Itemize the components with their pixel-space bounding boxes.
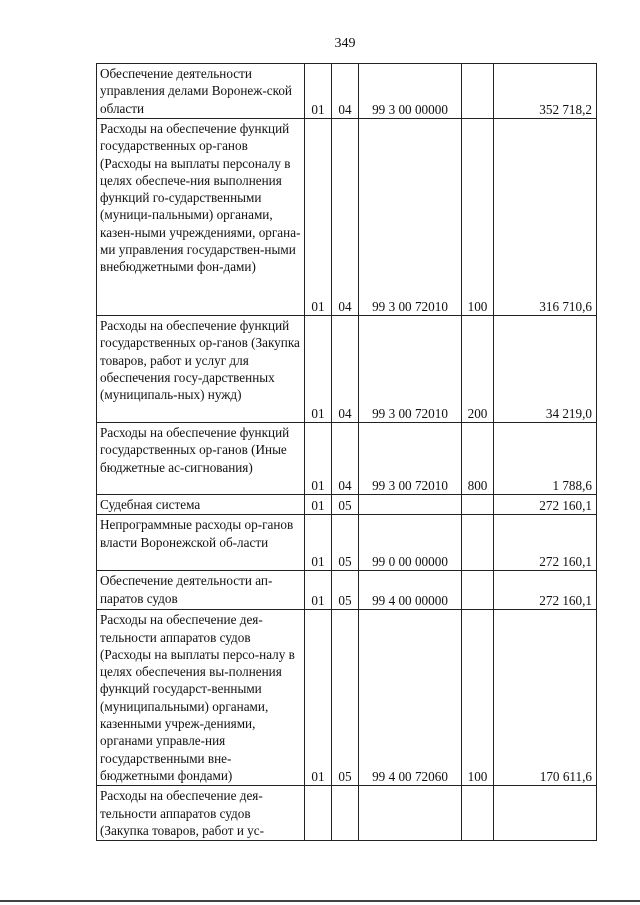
table-row [97,571,597,610]
row-expense-type [462,786,494,841]
table-row [97,495,597,515]
row-subsection: 04 [332,423,359,495]
row-target-article: 99 3 00 72010 [359,119,462,316]
row-target-article: 99 4 00 72060 [359,610,462,786]
row-name: Расходы на обеспечение функций государственных ор-ганов (Закупка товаров, работ и услуг для обеспечения госу-дарственных (муниципаль-ных) нужд) [97,316,305,423]
row-expense-type [462,571,494,610]
row-name: Обеспечение деятельности ап-паратов судов [97,571,305,610]
row-section: 01 [305,515,332,571]
row-name: Расходы на обеспечение функций государственных ор-ганов (Иные бюджетные ас-сигнования) [97,423,305,495]
row-expense-type [462,515,494,571]
row-subsection: 04 [332,119,359,316]
table-row [97,786,597,841]
row-target-article: 99 4 00 00000 [359,571,462,610]
row-section: 01 [305,423,332,495]
row-amount: 272 160,1 [494,515,597,571]
row-expense-type: 200 [462,316,494,423]
table-row [97,316,597,423]
row-section: 01 [305,495,332,515]
row-amount: 1 788,6 [494,423,597,495]
budget-table [96,63,597,841]
row-name: Расходы на обеспечение дея-тельности аппаратов судов (Расходы на выплаты персо-налу в целях обеспечения вы-полнения функций государст-венными (муниципальными) органами, казенными учреж-дениями, органами управле-ния государственными вне-бюджетными фондами) [97,610,305,786]
row-subsection: 04 [332,64,359,119]
row-target-article: 99 3 00 72010 [359,423,462,495]
table-row [97,610,597,786]
row-expense-type: 100 [462,119,494,316]
row-amount [494,786,597,841]
bottom-rule [0,900,640,902]
row-subsection: 05 [332,515,359,571]
row-expense-type [462,495,494,515]
row-name: Расходы на обеспечение дея-тельности аппаратов судов (Закупка товаров, работ и ус- [97,786,305,841]
table-row [97,64,597,119]
row-amount: 352 718,2 [494,64,597,119]
row-target-article: 99 0 00 00000 [359,515,462,571]
row-subsection: 05 [332,571,359,610]
row-expense-type: 100 [462,610,494,786]
row-target-article: 99 3 00 72010 [359,316,462,423]
row-amount: 272 160,1 [494,495,597,515]
row-subsection [332,786,359,841]
row-section [305,786,332,841]
row-amount: 272 160,1 [494,571,597,610]
row-amount: 170 611,6 [494,610,597,786]
row-target-article [359,786,462,841]
row-expense-type [462,64,494,119]
table-row [97,423,597,495]
page-number: 349 [334,36,356,51]
row-name: Судебная система [97,495,305,515]
row-section: 01 [305,64,332,119]
row-section: 01 [305,316,332,423]
row-amount: 316 710,6 [494,119,597,316]
row-name: Непрограммные расходы ор-ганов власти Воронежской об-ласти [97,515,305,571]
table-row [97,515,597,571]
row-subsection: 04 [332,316,359,423]
row-subsection: 05 [332,610,359,786]
row-section: 01 [305,119,332,316]
row-name: Обеспечение деятельности управления делами Воронеж-ской области [97,64,305,119]
table-row [97,119,597,316]
row-section: 01 [305,571,332,610]
row-subsection: 05 [332,495,359,515]
row-section: 01 [305,610,332,786]
row-target-article: 99 3 00 00000 [359,64,462,119]
row-expense-type: 800 [462,423,494,495]
row-target-article [359,495,462,515]
row-name: Расходы на обеспечение функций государственных ор-ганов (Расходы на выплаты персоналу в целях обеспече-ния выполнения функций го-сударственными (муници-пальными) органами, казен-ными учреждениями, органа-ми управления государствен-ными внебюджетными фон-дами) [97,119,305,316]
row-amount: 34 219,0 [494,316,597,423]
